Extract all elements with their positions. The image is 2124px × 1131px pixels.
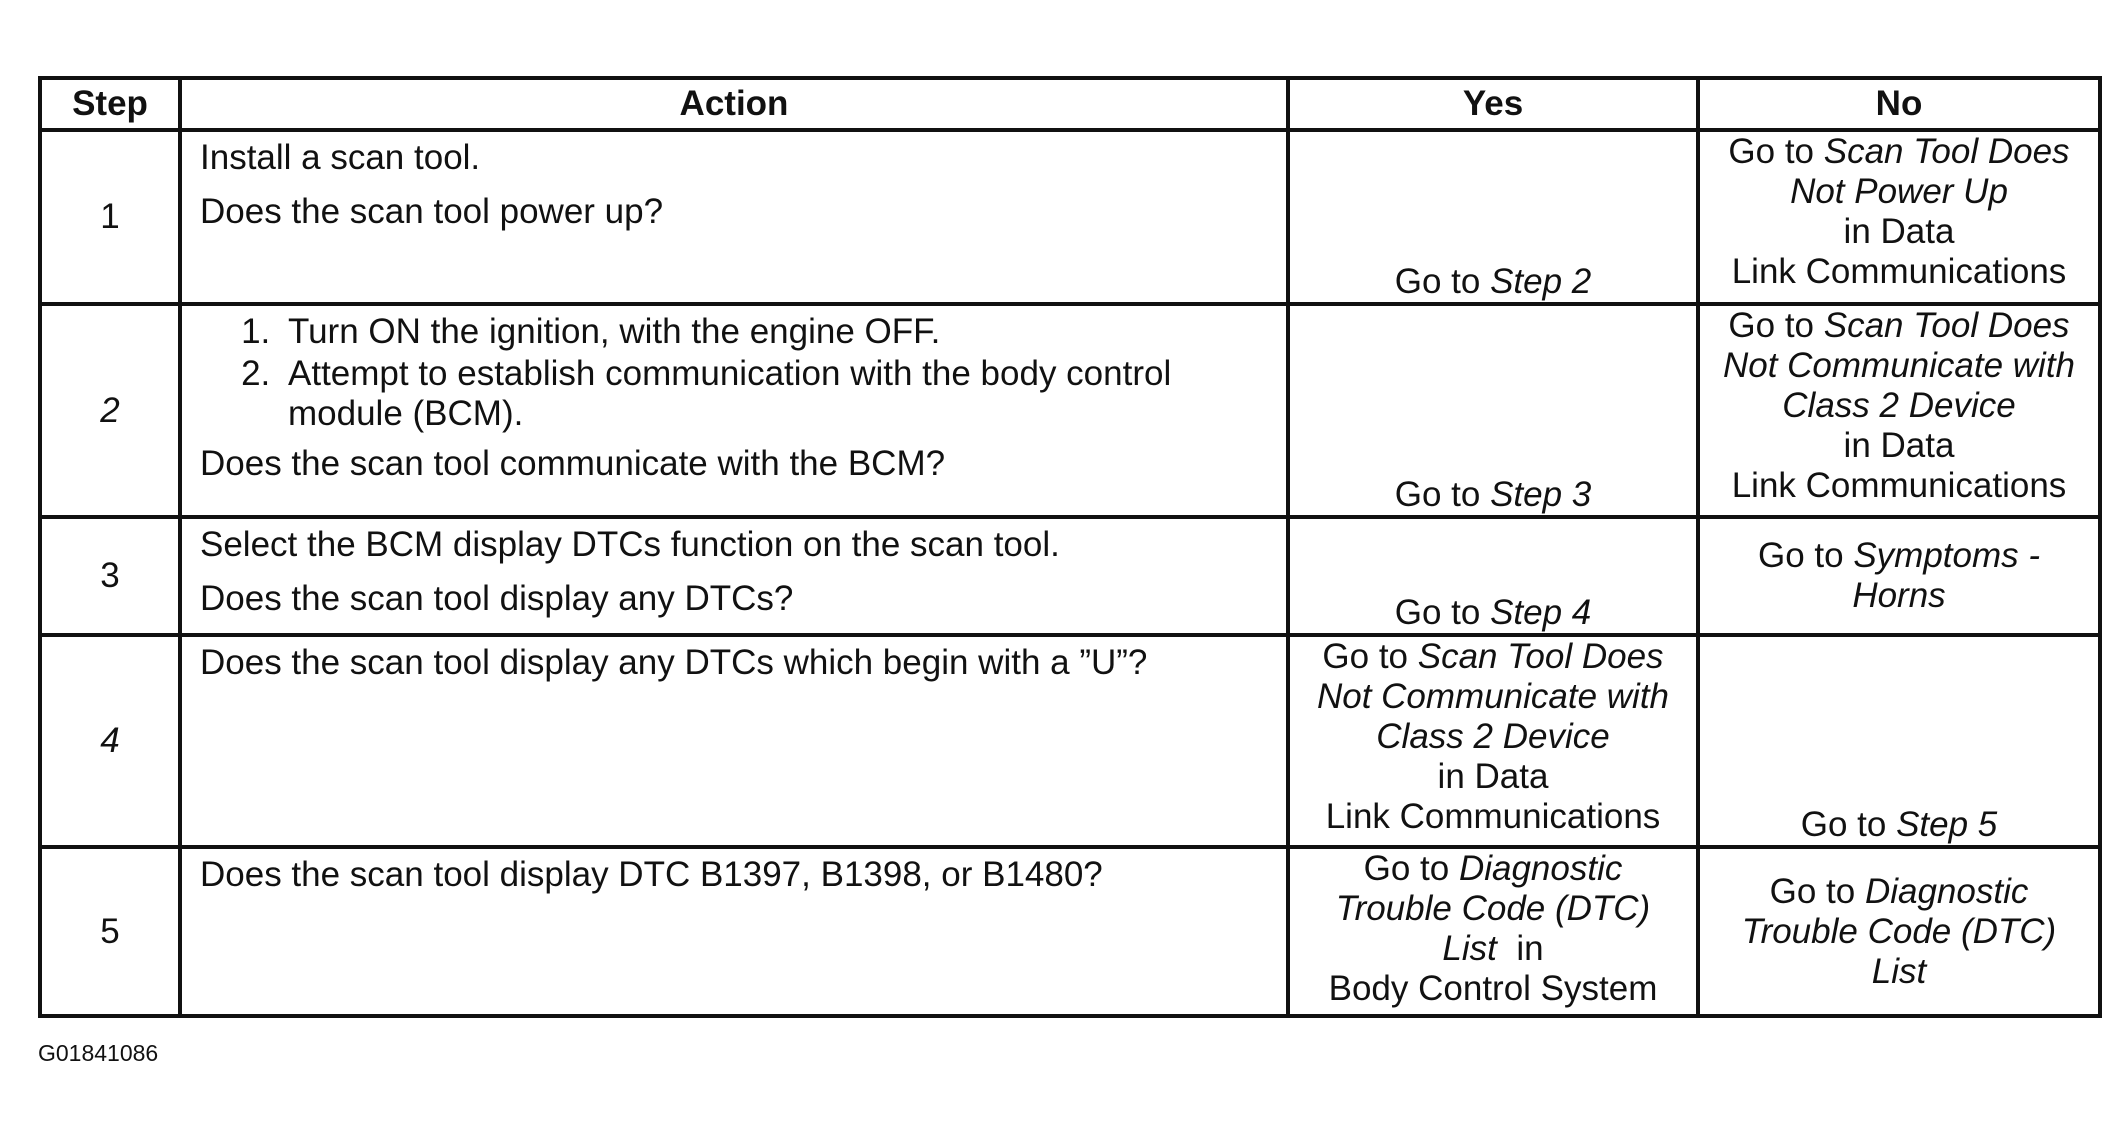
yes-link[interactable]: Scan Tool Does bbox=[1417, 637, 1664, 676]
yes-link-cont[interactable]: Class 2 Device bbox=[1376, 717, 1610, 756]
action-text: Select the BCM display DTCs function on the scan tool. bbox=[200, 525, 1060, 564]
table-row bbox=[40, 847, 2100, 1016]
action-cell bbox=[180, 847, 1288, 1016]
step-number: 3 bbox=[40, 517, 180, 635]
no-text: in Data bbox=[1843, 426, 1955, 465]
table-row bbox=[40, 517, 2100, 635]
yes-link[interactable]: Step 2 bbox=[1490, 262, 1592, 301]
action-list-item: 2. Attempt to establish communication with the body control module (BCM). bbox=[280, 354, 1268, 434]
action-cell bbox=[180, 517, 1288, 635]
no-link-cont[interactable]: Not Communicate with bbox=[1722, 346, 2076, 385]
no-link[interactable]: Scan Tool Does bbox=[1823, 132, 2070, 171]
no-prefix: Go to bbox=[1728, 306, 1824, 345]
action-question: Does the scan tool power up? bbox=[200, 192, 664, 231]
no-cell bbox=[1698, 304, 2100, 517]
action-question: Does the scan tool communicate with the BCM? bbox=[200, 444, 946, 483]
yes-link[interactable]: Step 3 bbox=[1490, 475, 1592, 514]
no-prefix: Go to bbox=[1769, 871, 1865, 911]
no-link-cont[interactable]: List bbox=[1871, 951, 1927, 991]
action-text: Install a scan tool. bbox=[200, 138, 481, 177]
no-link-cont[interactable]: Trouble Code (DTC) bbox=[1741, 911, 2057, 951]
step-number: 1 bbox=[40, 130, 180, 304]
step-number: 5 bbox=[40, 847, 180, 1016]
no-text: Link Communications bbox=[1731, 466, 2067, 505]
yes-prefix: Go to bbox=[1394, 475, 1491, 514]
yes-prefix: Go to bbox=[1363, 849, 1459, 888]
yes-prefix: Go to bbox=[1394, 262, 1491, 301]
yes-link[interactable]: Diagnostic bbox=[1458, 849, 1623, 888]
no-link-cont[interactable]: Class 2 Device bbox=[1782, 386, 2016, 425]
no-link-cont[interactable]: Not Power Up bbox=[1790, 172, 2008, 211]
yes-cell bbox=[1288, 517, 1698, 635]
step-number: 2 bbox=[40, 304, 180, 517]
yes-cell bbox=[1288, 847, 1698, 1016]
yes-text: Link Communications bbox=[1325, 797, 1661, 836]
action-cell bbox=[180, 635, 1288, 847]
table-row bbox=[40, 635, 2100, 847]
yes-link-cont[interactable]: List bbox=[1442, 929, 1497, 968]
no-cell bbox=[1698, 517, 2100, 635]
action-list-item: 1. Turn ON the ignition, with the engine OFF. bbox=[280, 312, 1268, 352]
no-link-cont[interactable]: Horns bbox=[1852, 576, 1946, 615]
diagnostic-table bbox=[38, 76, 2102, 1018]
yes-link[interactable]: Step 4 bbox=[1490, 593, 1592, 632]
yes-link-cont[interactable]: Not Communicate with bbox=[1316, 677, 1670, 716]
header-step: Step bbox=[40, 78, 180, 130]
header-action: Action bbox=[180, 78, 1288, 130]
action-cell bbox=[180, 130, 1288, 304]
action-cell bbox=[180, 304, 1288, 517]
yes-cell bbox=[1288, 304, 1698, 517]
no-prefix: Go to bbox=[1757, 536, 1854, 575]
no-cell bbox=[1698, 847, 2100, 1016]
no-text: Link Communications bbox=[1731, 252, 2067, 291]
header-no: No bbox=[1698, 78, 2100, 130]
no-link[interactable]: Step 5 bbox=[1896, 805, 1998, 844]
action-question: Does the scan tool display any DTCs which begin with a ”U”? bbox=[200, 643, 1148, 682]
yes-prefix: Go to bbox=[1394, 593, 1491, 632]
no-prefix: Go to bbox=[1728, 132, 1824, 171]
yes-text: in Data bbox=[1437, 757, 1549, 796]
no-cell bbox=[1698, 130, 2100, 304]
no-link[interactable]: Diagnostic bbox=[1864, 871, 2029, 911]
no-prefix: Go to bbox=[1800, 805, 1897, 844]
yes-cell bbox=[1288, 635, 1698, 847]
no-cell bbox=[1698, 635, 2100, 847]
table-row bbox=[40, 130, 2100, 304]
no-text: in Data bbox=[1843, 212, 1955, 251]
header-row bbox=[40, 78, 2100, 130]
action-question: Does the scan tool display DTC B1397, B1398, or B1480? bbox=[200, 855, 1103, 894]
yes-prefix: Go to bbox=[1322, 637, 1418, 676]
no-link[interactable]: Symptoms - bbox=[1853, 536, 2041, 575]
table-row bbox=[40, 304, 2100, 517]
header-yes: Yes bbox=[1288, 78, 1698, 130]
no-link[interactable]: Scan Tool Does bbox=[1823, 306, 2070, 345]
yes-cell bbox=[1288, 130, 1698, 304]
yes-link-cont[interactable]: Trouble Code (DTC) bbox=[1335, 889, 1651, 928]
yes-text: in bbox=[1496, 929, 1544, 968]
figure-id: G01841086 bbox=[38, 1040, 159, 1066]
step-number: 4 bbox=[40, 635, 180, 847]
action-question: Does the scan tool display any DTCs? bbox=[200, 579, 794, 618]
yes-text: Body Control System bbox=[1328, 969, 1658, 1008]
